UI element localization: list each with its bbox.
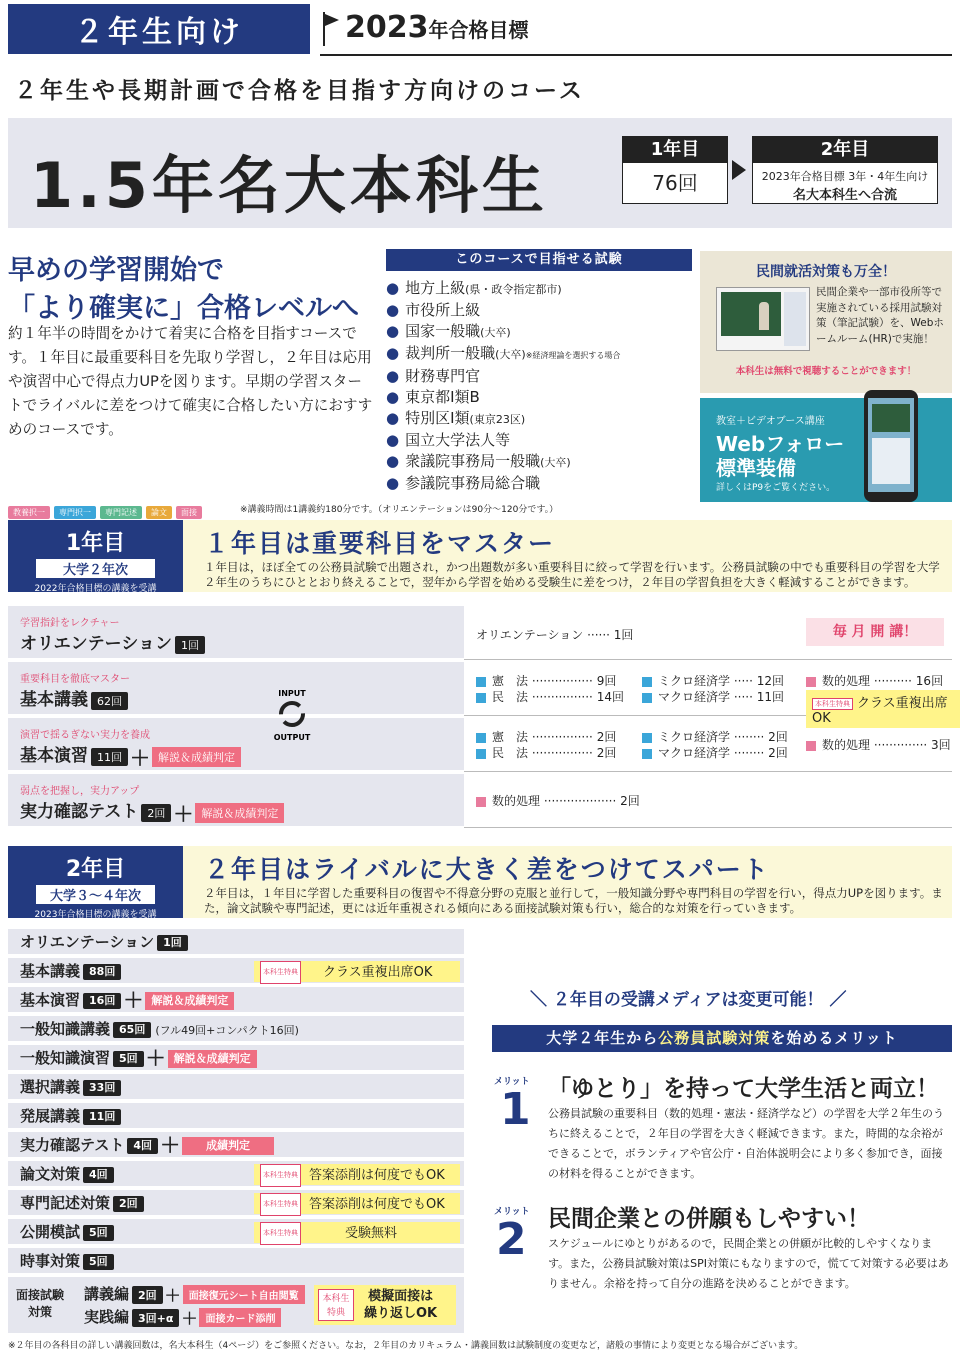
subject-detail: マクロ経済学 ····· 11回 [642, 688, 784, 705]
subject-detail: 民 法 ················ 2回 [476, 744, 616, 761]
y2-row: 実力確認テスト 4回 ＋ 成績判定 [8, 1132, 464, 1159]
legend-tag: 専門択一 [54, 506, 96, 519]
legend-tag: 面接 [176, 506, 202, 519]
merit-number: 1 [500, 1084, 531, 1135]
class-ok-badge: 本科生特典 クラス重複出席OK [806, 690, 960, 728]
exam-item: ● 衆議院事務局一般職(大卒) [386, 451, 620, 473]
exam-item: ● 国立大学法人等 [386, 430, 620, 451]
year1-badge-label: 1年目 [65, 531, 126, 556]
legend-tag: 論文 [146, 506, 172, 519]
y2-row: 基本演習 16回 ＋ 解説＆成績判定 [8, 987, 464, 1014]
subject-legend [8, 500, 206, 519]
subject-detail: ミクロ経済学 ········ 2回 [642, 728, 788, 745]
subject-detail: 数的処理 ·············· 3回 [806, 736, 951, 753]
lecture-screenshot [716, 287, 810, 351]
subject-detail: 数的処理 ·········· 16回 [806, 672, 943, 689]
y2-row: 発展講義 11回 [8, 1103, 464, 1130]
y2-row: 基本講義 88回 本科生特典 クラス重複出席OK [8, 958, 464, 985]
interview-section [8, 1277, 464, 1333]
output-label: OUTPUT [273, 733, 311, 742]
course-title: 1.5年名大本科生 [30, 149, 548, 222]
private-job-text: 民間企業や一部市役所等で実施されている採用試験対策（筆記試験）を、Webホームルーム(HR)で実施！ [816, 286, 944, 345]
y2-row: 時事対策 5回 [8, 1248, 464, 1275]
row-count: 62回 [91, 692, 128, 710]
row-extra: 解説＆成績判定 [195, 803, 284, 823]
y1-row-test: 弱点を把握し，実力アップ 実力確認テスト 2回 ＋ 解説＆成績判定 [8, 774, 464, 826]
y2-row: オリエンテーション 1回 [8, 929, 464, 956]
lead-heading-2: 「より確実に」合格レベルへ [8, 293, 359, 324]
year1-value: 76回 [652, 171, 698, 195]
year1-desc: １年目は，ほぼ全ての公務員試験で出題され，かつ出題数が多い重要科目に絞って学習を行います。公務員試験の中でも重要科目の学習を大学２年生のうちにひととおり終えることで，翌年から学習を始める受験生に差をつけ，２年目の学習負担を大きく軽減することができます。 [204, 560, 940, 589]
interview-label: 面接試験 対策 [15, 1288, 64, 1319]
divider [464, 659, 952, 660]
year1-badge-sub: 大学２年次 [36, 559, 155, 578]
row-caption: 弱点を把握し，実力アップ [20, 786, 140, 797]
exam-item: ● 国家一般職(大卒) [386, 321, 620, 343]
y1-row-kihon [8, 662, 464, 714]
year2-line2: 名大本科生へ合流 [792, 188, 897, 203]
monthly-badge: 毎 月 開 講！ [806, 618, 944, 646]
legend-tag: 専門記述 [100, 506, 142, 519]
merit-label: メリット [494, 1077, 530, 1087]
year2-section-header [8, 846, 952, 918]
row-caption: 演習で揺るぎない実力を養成 [20, 730, 150, 741]
year1-badge [8, 520, 183, 592]
y2-row: 一般知識講義 65回 (フル49回+コンパクト16回) [8, 1016, 464, 1043]
merit-text: スケジュールにゆとりがあるので，民間企業との併願が比較的しやすくなります。また，公務員試験対策はSPI対策にもなりますので，慌てて対策する必要はありません。余裕を持って自分の進路を決めることができます。 [548, 1237, 949, 1290]
row-name: 実力確認テスト [20, 802, 139, 822]
exam-list [386, 278, 620, 494]
year2-badge-sub2: 2023年合格目標の講義を受講 [34, 910, 157, 920]
row-extra: 解説＆成績判定 [152, 747, 241, 767]
year2-line1: 2023年合格目標 3年・4年生向け [761, 170, 929, 183]
interview-practice: 実践編 3回+α ＋ 面接カード添削 [84, 1306, 281, 1329]
exam-item: ● 地方上級(県・政令指定都市) [386, 278, 620, 300]
goal-title: 2023年合格目標 [345, 10, 529, 45]
private-job-free: 本科生は無料で視聴することができます！ [735, 366, 917, 377]
web-follow-small: 教室＋ビデオブース講座 [716, 416, 825, 427]
y1-row-enshu: 演習で揺るぎない実力を養成 基本演習 11回 ＋ 解説＆成績判定 [8, 718, 464, 770]
y2-row: 公開模試 5回 本科生特典 受験無料 [8, 1219, 464, 1246]
row-name: オリエンテーション [20, 634, 172, 654]
merit-label: メリット [494, 1207, 530, 1217]
year1-badge-sub2: 2022年合格目標の講義を受講 [34, 584, 157, 594]
y2-row: 専門記述対策 2回 本科生特典 答案添削は何度でもOK [8, 1190, 464, 1217]
exam-item: ● 参議院事務局総合職 [386, 473, 620, 494]
lead-text: 約１年半の時間をかけて着実に合格を目指すコースです。１年目に最重要科目を先取り学習し，２年目は応用や演習中心で得点力UPを図ります。早期の学習スタートでライバルに差をつけて確実に合格したい方におすすめのコースです。 [8, 325, 373, 438]
input-label: INPUT [278, 689, 306, 698]
subject-detail: 憲 法 ················ 9回 [476, 672, 616, 689]
merit-text: 公務員試験の重要科目（数的処理・憲法・経済学など）の学習を大学２年生のうちに終えることで，２年目の学習を大きく軽減できます。また，時間的な余裕ができることで，ボランティアや官公庁・自治体説明会により多く参加でき，面接の材料を得ることができます。 [548, 1107, 944, 1180]
row-caption: 学習指針をレクチャー [20, 618, 120, 629]
interview-bonus: 本科生 特典 模擬面接は 繰り返しOK [314, 1285, 456, 1325]
year1-label: 1年目 [623, 137, 727, 163]
row-count: 11回 [91, 748, 128, 766]
row-name: 基本演習 [20, 746, 88, 766]
web-follow-box [700, 398, 952, 502]
exam-item: ● 特別区Ⅰ類(東京23区) [386, 408, 620, 430]
divider [464, 827, 952, 828]
year2-badge [8, 846, 183, 918]
year1-section-header [8, 520, 952, 592]
row-caption: 重要科目を徹底マスター [20, 674, 130, 685]
flag-icon [322, 12, 340, 50]
year2-desc: ２年目は，１年目に学習した重要科目の復習や不得意分野の克服と並行して，一般知識分野や専門科目の学習を行い，得点力UPを図ります。また，論文試験や専門記述，更には近年重視される傾向にある面接試験対策も行い，総合的な対策を行っていきます。 [204, 886, 943, 915]
y2-row: 一般知識演習 5回 ＋ 解説＆成績判定 [8, 1045, 464, 1072]
subject-detail: 民 法 ················ 14回 [476, 688, 624, 705]
year2-title: ２年目はライバルに大きく差をつけてスパート [204, 855, 770, 884]
exam-item: ● 市役所上級 [386, 300, 620, 321]
merit-title: 「ゆとり」を持って大学生活と両立！ [548, 1076, 939, 1102]
web-follow-title2: 標準装備 [716, 456, 796, 480]
y2-row: 選択講義 33回 [8, 1074, 464, 1101]
exam-item: ● 裁判所一般職(大卒)※経済理論を選択する場合 [386, 343, 620, 366]
course-subtitle: ２年生や長期計画で合格を目指す方向けのコース [14, 78, 585, 104]
input-output-cycle-icon [262, 684, 322, 748]
year2-label: 2年目 [753, 137, 937, 163]
subject-detail: 憲 法 ················ 2回 [476, 728, 616, 745]
lead-heading-1: 早めの学習開始で [8, 255, 224, 286]
subject-detail: ミクロ経済学 ····· 12回 [642, 672, 784, 689]
footnote: ※２年目の各科目の詳しい講義回数は，名大本科生（4ページ）をご参照ください。なお，２年目のカリキュラム・講義回数は試験制度の変更など，諸般の事情により変更となる場合がございます。 [8, 1341, 804, 1351]
row-count: 2回 [141, 804, 171, 822]
arrow-right-icon [732, 160, 746, 184]
merit-header: 大学２年生から公務員試験対策を始めるメリット [492, 1025, 952, 1052]
target-tag: ２年生向け [8, 4, 310, 54]
row-name: 基本講義 [20, 690, 88, 710]
y2-row: 論文対策 4回 本科生特典 答案添削は何度でもOK [8, 1161, 464, 1188]
y1-row-orient [8, 606, 464, 658]
exam-item: ● 東京都Ⅰ類B [386, 387, 620, 408]
lecture-time-note: ※講義時間は1講義約180分です。（オリエンテーションは90分～120分です。） [240, 505, 559, 515]
media-change-note: ＼ ２年目の受講メディアは変更可能！ ／ [530, 990, 847, 1010]
exam-item: ● 財務専門官 [386, 366, 620, 387]
divider [464, 771, 952, 772]
divider [320, 54, 952, 56]
web-follow-title1: Webフォロー [716, 432, 845, 456]
subject-detail: マクロ経済学 ········ 2回 [642, 744, 788, 761]
row-count: 1回 [175, 636, 205, 654]
legend-tag: 教養択一 [8, 506, 50, 519]
exam-list-header: このコースで目指せる試験 [386, 249, 692, 271]
year1-title: １年目は重要科目をマスター [204, 529, 556, 558]
subject-detail: 数的処理 ··················· 2回 [476, 792, 640, 809]
interview-lecture: 講義編 2回 ＋ 面接復元シート自由閲覧 [84, 1283, 305, 1306]
merit-title: 民間企業との併願もしやすい！ [548, 1206, 870, 1232]
private-job-box [700, 251, 952, 393]
year2-box [752, 136, 938, 204]
year2-badge-sub: 大学３～４年次 [36, 885, 155, 904]
tablet-icon [864, 390, 918, 502]
year1-box [622, 136, 728, 204]
web-follow-note: 詳しくはP9をご覧ください。 [716, 483, 836, 493]
orient-detail: オリエンテーション ······ 1回 [476, 628, 634, 642]
year2-badge-label: 2年目 [65, 857, 126, 882]
merit-number: 2 [496, 1214, 527, 1265]
private-job-title: 民間就活対策も万全！ [756, 264, 896, 280]
